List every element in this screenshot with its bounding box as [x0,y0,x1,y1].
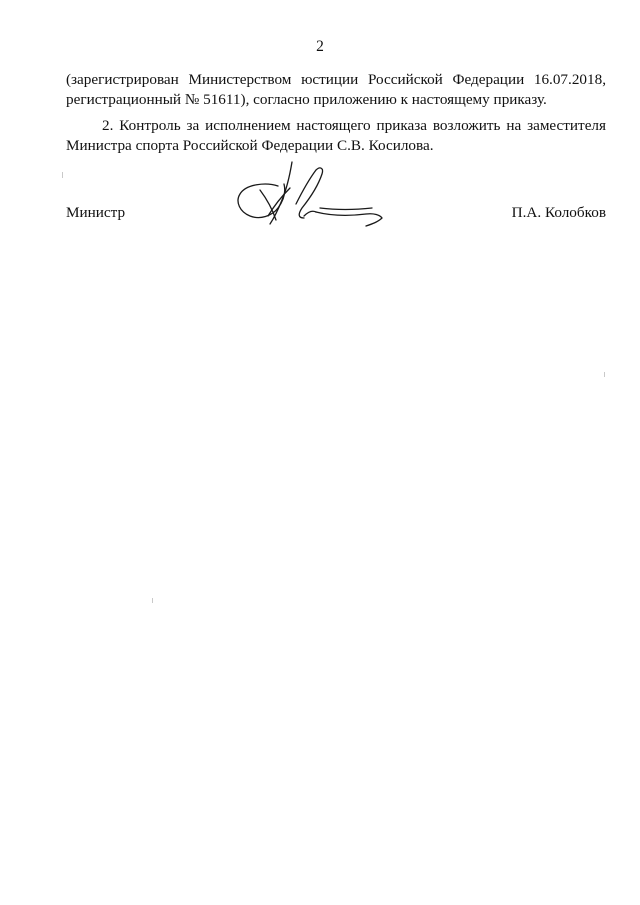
paragraph-registration [66,70,606,110]
signer-position: Министр [66,204,126,221]
text-line: (зарегистрирован Министерством юстиции Российской Федерации 16.07.2018, [66,71,606,88]
document-body [66,70,606,156]
signature-block [66,203,606,225]
page-number: 2 [316,38,324,55]
scan-speck [152,598,153,603]
text-line: Министра спорта Российской Федерации С.В. Косилова. [66,137,434,154]
scan-speck [604,372,605,377]
scan-speck [62,172,63,178]
text-line: регистрационный № 51611), согласно приложению к настоящему приказу. [66,91,547,108]
text-line: 2. Контроль за исполнением настоящего приказа возложить на заместителя [102,117,606,134]
signer-name: П.А. Колобков [511,204,606,221]
paragraph-control [66,116,606,156]
